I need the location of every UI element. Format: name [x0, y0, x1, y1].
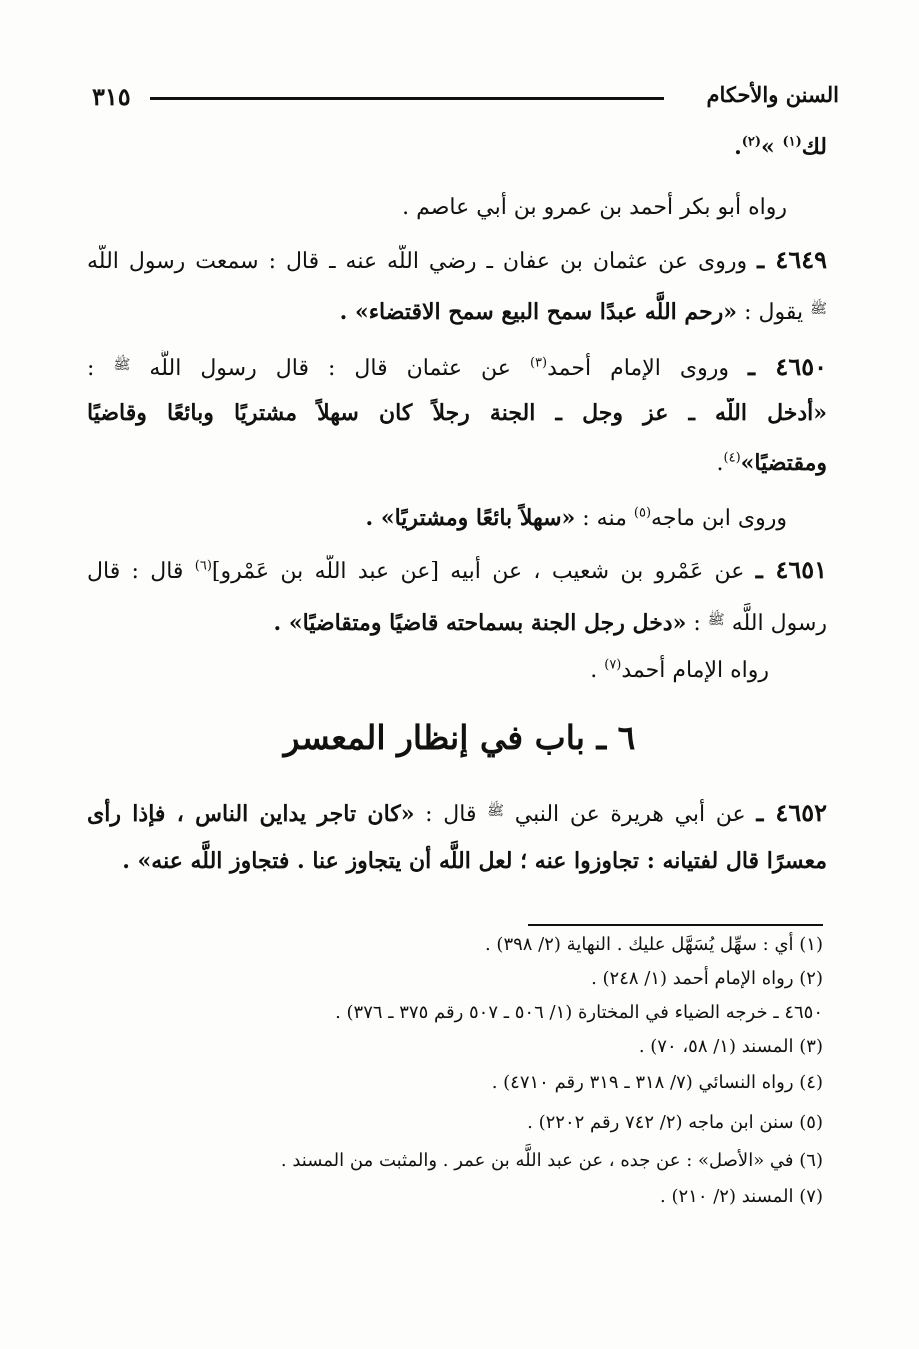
- footnote-4650: ٤٦٥٠ ـ خرجه الضياء في المختارة (١/ ٥٠٦ ـ ٥٠٧ رقم ٣٧٥ ـ ٣٧٦) .: [335, 1002, 823, 1023]
- chapter-title: ٦ ـ باب في إنظار المعسر: [283, 718, 636, 757]
- hadith-4652-line-1: ٤٦٥٢ ـ عن أبي هريرة عن النبي $^ﷺ$ قال : «كان تاجر يداين الناس ، فإذا رأى: [87, 798, 827, 827]
- narration-line: رواه أبو بكر أحمد بن عمرو بن أبي عاصم .: [402, 195, 787, 220]
- hadith-4650-line-1: ٤٦٥٠ ـ وروى الإمام أحمد$^{(٣)}$ عن عثمان قال : قال رسول اللَّه $^ﷺ$ :: [87, 352, 827, 381]
- footnote-rule: [528, 924, 823, 926]
- salutation-icon: ﷺ: [810, 301, 827, 317]
- hadith-4652-line-2: معسرًا قال لفتيانه : تجاوزوا عنه ؛ لعل اللَّه أن يتجاوز عنا . فتجاوز اللَّه عنه» .: [122, 848, 827, 874]
- footnote-7: (٧) المسند (٢/ ٢١٠) .: [660, 1186, 823, 1207]
- salutation-icon: ﷺ: [487, 803, 505, 819]
- footnote-3: (٣) المسند (١/ ٥٨، ٧٠) .: [638, 1036, 823, 1057]
- continuation-line: لك$^{(١)}$ »$^{(٢)}$.: [734, 134, 827, 160]
- hadith-4651-line-2: رسول اللَّه $^ﷺ$ : «دخل رجل الجنة بسماحته قاضيًا ومتقاضيًا» .: [273, 610, 827, 636]
- ahmad-line: رواه الإمام أحمد$^{(٧)}$ .: [590, 657, 769, 683]
- header-rule: [150, 97, 664, 100]
- hadith-4649-line-1: ٤٦٤٩ ـ وروى عن عثمان بن عفان ـ رضي اللَّه عنه ـ قال : سمعت رسول اللَّه: [87, 245, 827, 274]
- footnote-6: (٦) في «الأصل» : عن جده ، عن عبد اللَّه بن عمر . والمثبت من المسند .: [280, 1150, 823, 1171]
- salutation-icon: ﷺ: [113, 357, 131, 373]
- running-header: [92, 82, 839, 118]
- footnote-4: (٤) رواه النسائي (٧/ ٣١٨ ـ ٣١٩ رقم ٤٧١٠) .: [491, 1072, 823, 1093]
- footnote-2: (٢) رواه الإمام أحمد (١/ ٢٤٨) .: [591, 968, 823, 989]
- hadith-4651-line-1: ٤٦٥١ ـ عن عَمْرو بن شعيب ، عن أبيه [عن عبد اللَّه بن عَمْرو]$^{(٦)}$ قال : قال: [87, 555, 827, 584]
- page-number: ٣١٥: [92, 82, 131, 111]
- hadith-4650-line-3: ومقتضيًا»$^{(٤)}$.: [716, 450, 827, 476]
- ibn-majah-line: وروى ابن ماجه$^{(٥)}$ منه : «سهلاً بائعًا ومشتريًا» .: [365, 505, 787, 531]
- hadith-4650-line-2: «أدخل اللَّه ـ عز وجل ـ الجنة رجلاً كان سهلاً مشتريًا وبائعًا وقاضيًا: [87, 400, 827, 426]
- salutation-icon: ﷺ: [707, 612, 725, 628]
- footnote-1: (١) أي : سهِّل يُسَهَّل عليك . النهاية (٢/ ٣٩٨) .: [484, 934, 823, 955]
- hadith-4649-line-2: $^ﷺ$ يقول : «رحم اللَّه عبدًا سمح البيع سمح الاقتضاء» .: [339, 299, 827, 325]
- book-title: السنن والأحكام: [706, 82, 839, 107]
- footnote-5: (٥) سنن ابن ماجه (٢/ ٧٤٢ رقم ٢٢٠٢) .: [527, 1112, 823, 1133]
